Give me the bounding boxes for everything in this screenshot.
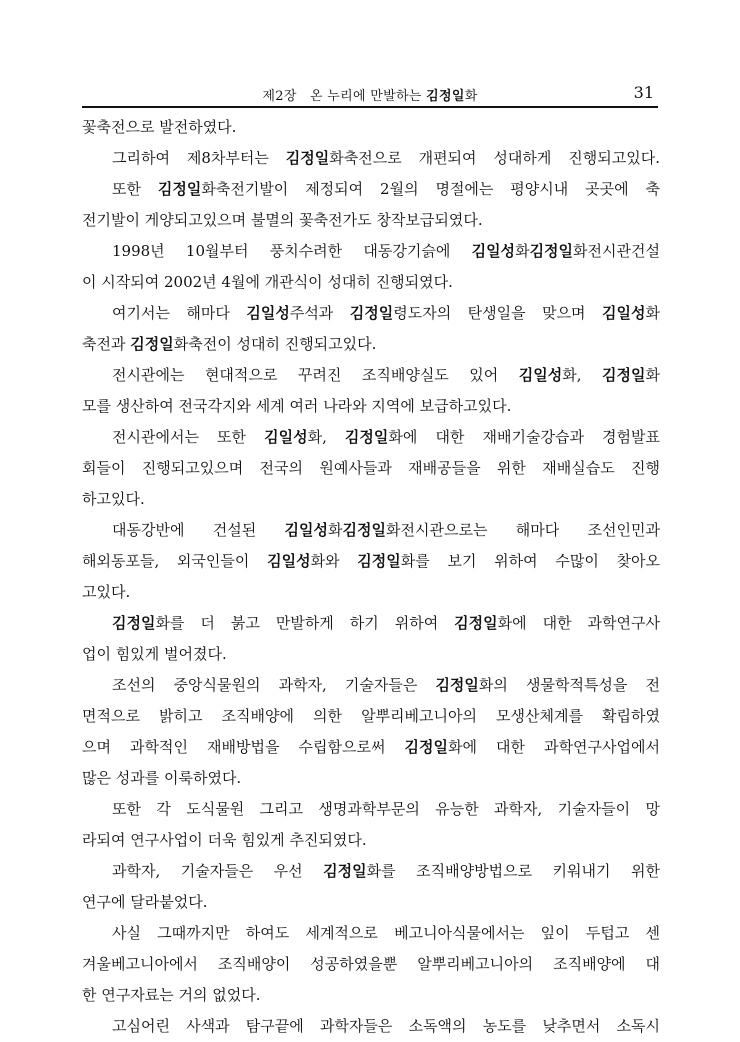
bold-name: 김정일 [157, 180, 202, 198]
text-span: 전기발이 게양되고있으며 불멸의 꽃축전가도 창작보급되였다. [82, 211, 483, 229]
text-line [82, 701, 660, 732]
bold-name: 김정일 [342, 521, 387, 539]
text-span: 화축전이 성대히 진행되고있다. [173, 335, 377, 353]
text-span: 1998년 10월부터 풍치수려한 대동강기슭에 [112, 242, 472, 260]
header-title [82, 85, 658, 104]
text-span: 라되여 연구사업이 더욱 힘있게 추진되였다. [82, 831, 367, 849]
bold-name: 김정일 [285, 149, 330, 167]
text-line [82, 546, 660, 577]
text-span: 화를 조직배양방법으로 키워내기 위한 [366, 862, 660, 880]
text-span: 그리하여 제8차부터는 [112, 149, 286, 167]
text-span: 화, [562, 366, 603, 384]
text-span: 화 [515, 242, 530, 260]
bold-name: 김정일 [357, 552, 401, 570]
text-span: 화전시관으로는 해마다 조선인민과 [386, 521, 660, 539]
text-line [82, 608, 660, 639]
text-span: 화축전으로 개편되여 성대하게 진행되고있다. [329, 149, 660, 167]
text-span: 화와 [310, 552, 358, 570]
bold-name: 김일성 [518, 366, 563, 384]
body-text [82, 112, 660, 1042]
text-line [82, 949, 660, 980]
text-span: 이 시작되여 2002년 4월에 개관식이 성대히 진행되였다. [82, 273, 453, 291]
text-span: 많은 성과를 이룩하였다. [82, 769, 242, 787]
text-line [82, 1011, 660, 1042]
text-line [82, 174, 660, 205]
text-span: 화축전기발이 제정되여 2월의 명절에는 평양시내 곳곳에 축 [201, 180, 660, 198]
text-span: 화 [328, 521, 343, 539]
bold-name: 김일성 [267, 552, 311, 570]
text-line [82, 112, 660, 143]
text-span: 업이 힘있게 벌어졌다. [82, 645, 227, 663]
text-span: 조선의 중앙식물원의 과학자, 기술자들은 [112, 676, 436, 694]
bold-name: 김정일 [602, 366, 646, 384]
text-line [82, 887, 660, 918]
text-span: 여기서는 해마다 [112, 304, 247, 322]
text-span: 회들이 진행되고있으며 전국의 원예사들과 재배공들을 위한 재배실습도 진행 [82, 459, 660, 477]
text-line [82, 143, 660, 174]
text-span: 꽃축전으로 발전하였다. [82, 118, 237, 136]
text-line [82, 205, 660, 236]
text-line [82, 856, 660, 887]
text-span: 화전시관건설 [573, 242, 660, 260]
text-span: 대동강반에 건설된 [112, 521, 285, 539]
text-line [82, 825, 660, 856]
text-span: 또한 각 도식물원 그리고 생명과학부문의 유능한 과학자, 기술자들이 망 [112, 800, 660, 818]
header-title-bold: 김정일 [426, 89, 465, 104]
text-span: 주석과 [289, 304, 350, 322]
header-title-prefix: 온 누리에 만발하는 [310, 89, 422, 104]
text-span: 면적으로 밝히고 조직배양에 의한 알뿌리베고니아의 모생산체계를 확립하였 [82, 707, 660, 725]
text-span: 해외동포들, 외국인들이 [82, 552, 268, 570]
bold-name: 김일성 [471, 242, 516, 260]
text-line [82, 298, 660, 329]
bold-name: 김정일 [454, 614, 498, 632]
text-span: 모를 생산하여 전국각지와 세계 여러 나라와 지역에 보급하고있다. [82, 397, 512, 415]
text-span: 화에 대한 재배기술강습과 경험발표 [388, 428, 660, 446]
text-line [82, 391, 660, 422]
text-span: 화, [307, 428, 345, 446]
text-line [82, 329, 660, 360]
text-span: 화의 생물학적특성을 전 [478, 676, 660, 694]
text-line [82, 794, 660, 825]
text-line [82, 360, 660, 391]
bold-name: 김정일 [435, 676, 479, 694]
text-span: 화를 더 붉고 만발하게 하기 위하여 [155, 614, 455, 632]
text-line [82, 732, 660, 763]
running-header [82, 82, 658, 108]
text-span: 화에 대한 과학연구사업에서 [448, 738, 660, 756]
bold-name: 김정일 [404, 738, 449, 756]
text-span: 한 연구자료는 거의 없었다. [82, 986, 261, 1004]
header-title-suffix: 화 [464, 89, 478, 104]
bold-name: 김정일 [349, 304, 394, 322]
bold-name: 김일성 [264, 428, 308, 446]
text-span: 연구에 달라붙었다. [82, 893, 208, 911]
text-line [82, 484, 660, 515]
text-span: 화에 대한 과학연구사 [497, 614, 660, 632]
header-chapter: 제2장 [262, 89, 297, 104]
text-span: 화 [645, 366, 660, 384]
bold-name: 김정일 [112, 614, 156, 632]
text-span: 또한 [112, 180, 158, 198]
text-span: 고있다. [82, 583, 131, 601]
text-line [82, 763, 660, 794]
text-span: 화를 보기 위하여 수많이 찾아오 [400, 552, 660, 570]
bold-name: 김정일 [323, 862, 367, 880]
text-span: 전시관에는 현대적으로 꾸려진 조직배양실도 있어 [112, 366, 519, 384]
bold-name: 김일성 [602, 304, 646, 322]
text-span: 사실 그때까지만 하여도 세계적으로 베고니아식물에서는 잎이 두텁고 센 [112, 924, 660, 942]
text-line [82, 453, 660, 484]
page-number: 31 [633, 83, 654, 102]
bold-name: 김일성 [246, 304, 290, 322]
bold-name: 김정일 [529, 242, 574, 260]
text-line [82, 980, 660, 1011]
bold-name: 김정일 [130, 335, 174, 353]
text-line [82, 515, 660, 546]
bold-name: 김일성 [284, 521, 329, 539]
text-span: 령도자의 탄생일을 맞으며 [393, 304, 603, 322]
text-line [82, 267, 660, 298]
text-span: 으며 과학적인 재배방법을 수립함으로써 [82, 738, 405, 756]
text-span: 고심어린 사색과 탐구끝에 과학자들은 소독액의 농도를 낮추면서 소독시 [112, 1017, 660, 1035]
bold-name: 김정일 [344, 428, 389, 446]
text-span: 축전과 [82, 335, 131, 353]
text-span: 화 [645, 304, 660, 322]
text-line [82, 577, 660, 608]
text-span: 과학자, 기술자들은 우선 [112, 862, 324, 880]
text-span: 겨울베고니아에서 조직배양이 성공하였을뿐 알뿌리베고니아의 조직배양에 대 [82, 955, 660, 973]
text-line [82, 670, 660, 701]
text-line [82, 918, 660, 949]
text-line [82, 639, 660, 670]
text-line [82, 236, 660, 267]
text-span: 하고있다. [82, 490, 145, 508]
text-line [82, 422, 660, 453]
text-span: 전시관에서는 또한 [112, 428, 265, 446]
